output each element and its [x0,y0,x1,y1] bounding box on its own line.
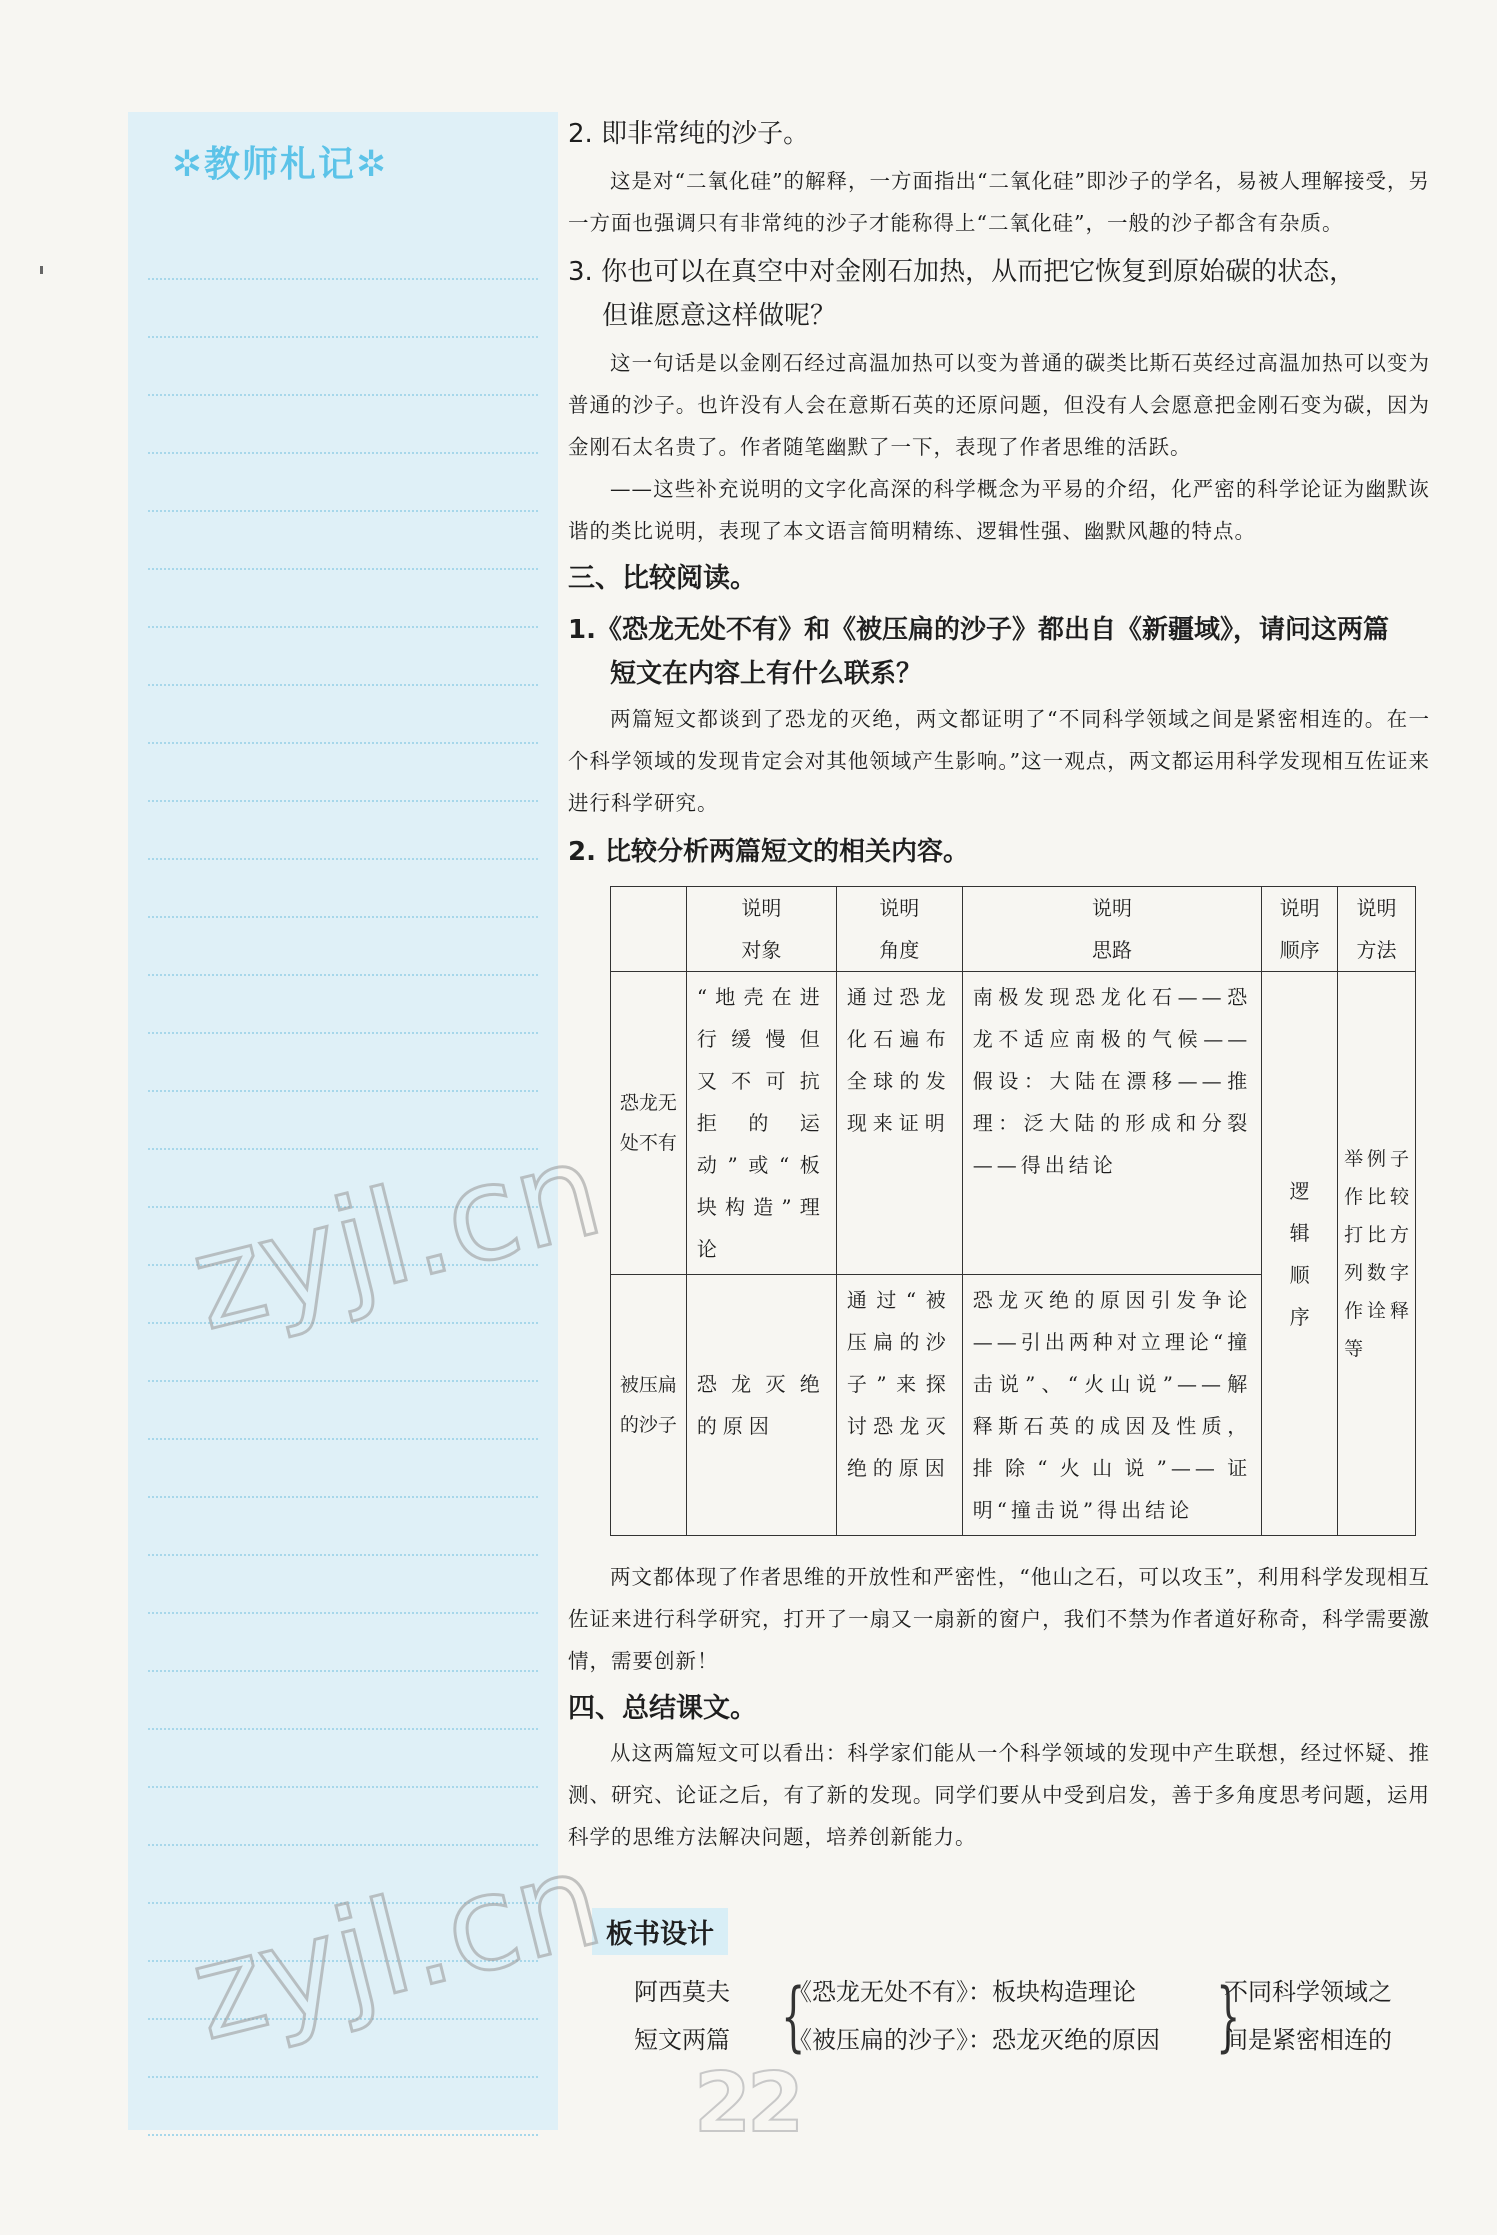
header-order-l2: 顺序 [1279,938,1320,962]
board-conclusion-line2: 间是紧密相连的 [1224,2026,1392,2054]
q2-title: 2. 即非常纯的沙子。 [568,119,810,149]
table-corner [611,887,687,972]
notes-line [148,1034,538,1092]
order-char: 辑 [1289,1220,1310,1245]
table-header-method [1338,887,1416,972]
notes-line [148,570,538,628]
notes-line [148,1730,538,1788]
notes-line [148,1614,538,1672]
table-header-order [1262,887,1338,972]
section3-q1-line1: 1.《恐龙无处不有》和《被压扁的沙子》都出自《新疆域》，请问这两篇 [568,615,1389,645]
header-angle-l1: 说明 [879,896,920,920]
table-method: 举例子作比较打比方列数字作诠释等 [1338,972,1416,1536]
header-angle-l2: 角度 [879,938,920,962]
table-header-idea [962,887,1262,972]
notes-line [148,1150,538,1208]
board-author: 阿西莫夫 [634,1978,730,2006]
notes-line [148,976,538,1034]
table-row [611,972,1416,1275]
notes-line [148,222,538,280]
notes-line [148,1208,538,1266]
header-order-l1: 说明 [1279,896,1320,920]
right-brace: } [1216,1971,1241,2060]
order-text [1272,1170,1327,1338]
row2-angle: 通过“被压扁的沙子”来探讨恐龙灭绝的原因 [836,1275,962,1536]
notes-line [148,454,538,512]
comparison-table [610,886,1416,1536]
row1-idea: 南极发现恐龙化石——恐龙不适应南极的气候——假设：大陆在漂移——推理：泛大陆的形成和分裂——得出结论 [962,972,1262,1275]
notes-line [148,2020,538,2078]
header-method-l2: 方法 [1356,938,1397,962]
board-design [592,1908,1452,2068]
row2-idea: 恐龙灭绝的原因引发争论——引出两种对立理论“撞击说”、“火山说”——解释斯石英的成因及性质，排除“火山说”——证明“撞击说”得出结论 [962,1275,1262,1536]
notes-line [148,744,538,802]
summary-paragraph: ——这些补充说明的文字化高深的科学概念为平易的介绍，化严密的科学论证为幽默诙谐的类比说明，表现了本文语言简明精练、逻辑性强、幽默风趣的特点。 [568,477,1430,543]
section3-q1-line2: 短文在内容上有什么联系？ [610,659,923,689]
section3-q2-title: 2. 比较分析两篇短文的相关内容。 [568,837,970,867]
notes-line [148,2078,538,2136]
row1-name: 恐龙无处不有 [611,972,687,1275]
notes-line [148,686,538,744]
row1-object: “地壳在进行缓慢但又不可抗拒的运动”或“板块构造”理论 [686,972,836,1275]
row2-object: 恐龙灭绝的原因 [686,1275,836,1536]
notes-line [148,1846,538,1904]
left-brace: { [781,1971,806,2060]
table-order [1262,972,1338,1536]
notes-line [148,1672,538,1730]
notes-line [148,1962,538,2020]
row2-name: 被压扁的沙子 [611,1275,687,1536]
notes-lines [148,222,538,2136]
header-idea-l1: 说明 [1091,896,1132,920]
notes-line [148,1324,538,1382]
order-char: 逻 [1289,1178,1310,1203]
notes-line [148,1904,538,1962]
board-right [1224,1968,1392,2064]
table-header-row [611,887,1416,972]
notes-line [148,1556,538,1614]
q3-title [568,250,1430,338]
notes-line [148,1440,538,1498]
section4-title: 四、总结课文。 [568,1693,757,1724]
notes-line [148,1266,538,1324]
table-header-angle [836,887,962,972]
board-topic: 短文两篇 [634,2026,730,2054]
table-header-object [686,887,836,972]
section4-text: 从这两篇短文可以看出：科学家们能从一个科学领域的发现中产生联想，经过怀疑、推测、研究、论证之后，有了新的发现。同学们要从中受到启发，善于多角度思考问题，运用科学的思维方法解决问题，培养创新能力。 [568,1741,1430,1849]
row1-angle: 通过恐龙化石遍布全球的发现来证明 [836,972,962,1275]
board-left [634,1968,730,2064]
header-object-l2: 对象 [741,938,782,962]
order-char: 序 [1289,1304,1310,1329]
board-article2: 《被压扁的沙子》：恐龙灭绝的原因 [788,2026,1160,2054]
q3-title-line2: 但谁愿意这样做呢？ [602,301,837,331]
q3-answer: 这一句话是以金刚石经过高温加热可以变为普通的碳类比斯石英经过高温加热可以变为普通的沙子。也许没有人会在意斯石英的还原问题，但没有人会愿意把金刚石变为碳，因为金刚石太名贵了。作者随笔幽默了一下，表现了作者思维的活跃。 [568,351,1430,459]
header-idea-l2: 思路 [1091,938,1132,962]
page-number: 22 [694,2056,801,2151]
margin-mark [40,266,43,274]
section3-q1-title [568,608,1430,696]
notes-line [148,396,538,454]
q3-title-line1: 3. 你也可以在真空中对金刚石加热，从而把它恢复到原始碳的状态， [568,257,1356,287]
notes-line [148,1092,538,1150]
notes-line [148,628,538,686]
main-content [568,108,1430,1858]
notes-line [148,1788,538,1846]
notes-line [148,512,538,570]
sidebar-title: ✲教师札记✲ [171,144,389,185]
notes-line [148,1498,538,1556]
notes-line [148,918,538,976]
notes-line [148,860,538,918]
header-method-l1: 说明 [1356,896,1397,920]
board-conclusion-line1: 不同科学领域之 [1224,1978,1392,2006]
section3-title: 三、比较阅读。 [568,563,757,594]
q2-answer: 这是对“二氧化硅”的解释，一方面指出“二氧化硅”即沙子的学名，易被人理解接受，另一方面也强调只有非常纯的沙子才能称得上“二氧化硅”，一般的沙子都含有杂质。 [568,169,1430,235]
order-char: 顺 [1289,1262,1310,1287]
table-conclusion: 两文都体现了作者思维的开放性和严密性，“他山之石，可以攻玉”，利用科学发现相互佐证来进行科学研究，打开了一扇又一扇新的窗户，我们不禁为作者道好称奇，科学需要激情，需要创新！ [568,1565,1430,1673]
notes-line [148,1382,538,1440]
notes-line [148,280,538,338]
section3-q1-answer: 两篇短文都谈到了恐龙的灭绝，两文都证明了“不同科学领域之间是紧密相连的。在一个科学领域的发现肯定会对其他领域产生影响。”这一观点，两文都运用科学发现相互佐证来进行科学研究。 [568,707,1430,815]
header-object-l1: 说明 [741,896,782,920]
board-middle [788,1968,1160,2064]
notes-line [148,338,538,396]
board-title: 板书设计 [592,1908,728,1955]
board-article1: 《恐龙无处不有》：板块构造理论 [788,1978,1136,2006]
notes-line [148,802,538,860]
